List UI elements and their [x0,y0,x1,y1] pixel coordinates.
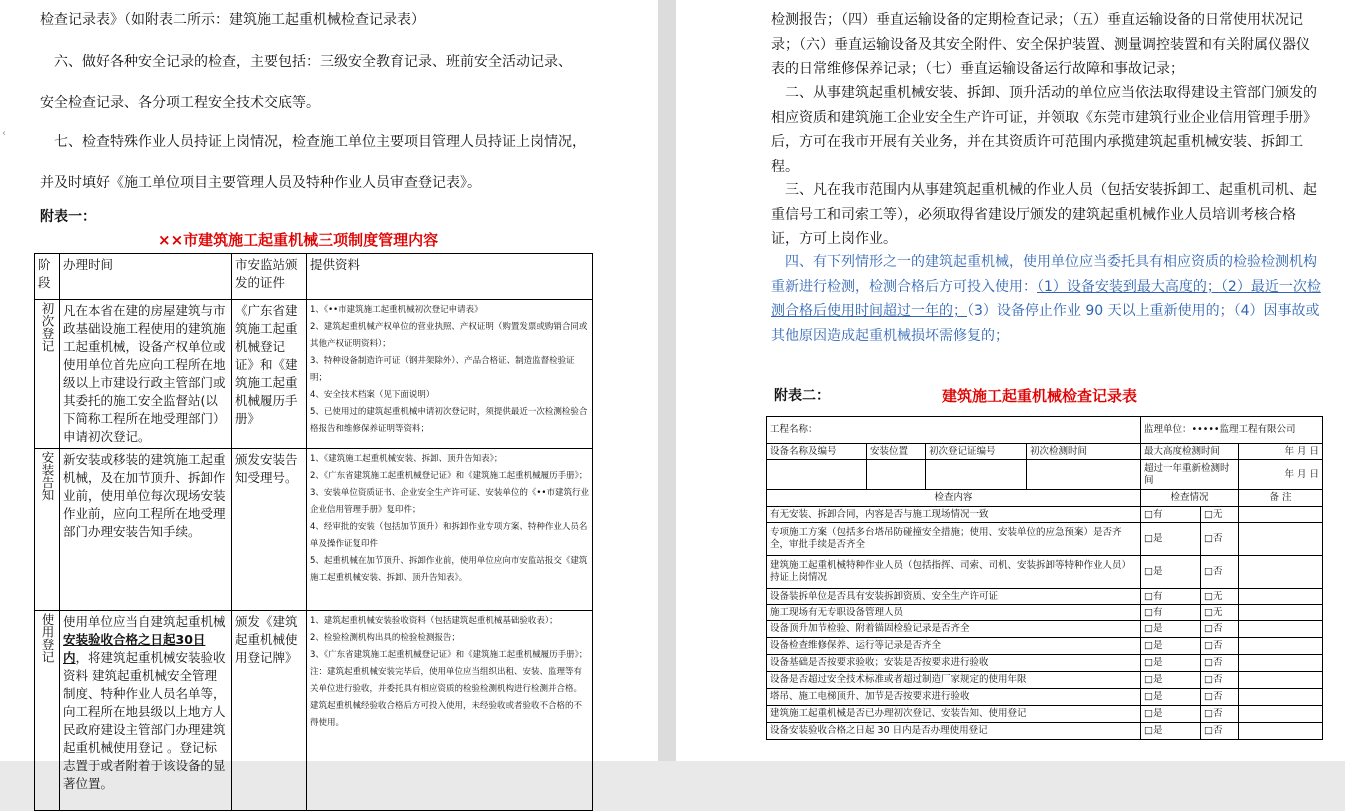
inspection-row [767,689,1323,706]
check-option[interactable]: □有 [1141,589,1201,605]
text-line: 六、做好各种安全记录的检查，主要包括：三级安全教育记录、班前安全活动记录、 [54,54,572,70]
inspection-row [767,621,1323,638]
doc-item: 5、已使用过的建筑起重机械申请初次登记时，须提供最近一次检测检验合格报告和维修保养证明等资料； [310,407,588,434]
check-option[interactable]: □是 [1141,523,1201,556]
check-option[interactable]: □否 [1201,523,1239,556]
inspection-row [767,589,1323,605]
remark-cell [1239,672,1323,689]
inspection-item: 建筑施工起重机械是否已办理初次登记、安装告知、使用登记 [767,706,1141,723]
doc-item: 2、检验检测机构出具的检验检测报告； [310,633,460,643]
appendix-label: 附表二： [774,388,830,404]
inspection-row [767,672,1323,689]
header-recheck: 超过一年重新检测时间 [1141,460,1239,490]
cert-cell: 《广东省建筑施工起重机械登记证》和《建筑施工起重机械履历手册》 [232,300,307,449]
check-option[interactable]: □是 [1141,621,1201,638]
doc-item: 4、安全技术档案（见下面说明） [310,390,435,400]
inspection-item: 塔吊、施工电梯顶升、加节是否按要求进行验收 [767,689,1141,706]
remark-cell [1239,655,1323,672]
remark-cell [1239,706,1323,723]
management-table [34,253,593,811]
header-regno: 初次登记证编号 [926,444,1027,460]
paragraph: 二、从事建筑起重机械安装、拆卸、顶升活动的单位应当依法取得建设主管部门颁发的相应资质和建筑施工企业安全生产许可证，并领取《东莞市建筑行业企业信用管理手册》后，方可在我市开展有关业务，并在其资质许可范围内承揽建筑起重机械安装、拆卸工程。 [771,85,1317,175]
doc-item: 3、特种设备制造许可证（钢井架除外）、产品合格证、制造监督检验证明； [310,356,575,383]
underlined-text: （1）设备安装到最大高度的；（2）最近一次检测合格后使用时间超过一年的； [771,278,1321,319]
inspection-row [767,706,1323,723]
project-name-cell: 工程名称： [767,417,1141,444]
inspection-row [767,556,1323,589]
doc-item: 1、《建筑施工起重机械安装、拆卸、顶升告知表》； [310,454,503,464]
time-cell: 凡在本省在建的房屋建筑与市政基础设施工程使用的建筑施工起重机械，设备产权单位或使用单位首先应向工程所在地级以上市建设行政主管部门或其委托的施工安全监督站(以下简称工程所在地受理部门）申请初次登记。 [60,300,232,449]
margin-mark: ‹ [2,128,6,139]
inspection-item: 设备安装验收合格之日起 30 日内是否办理使用登记 [767,723,1141,740]
header-content: 检查内容 [767,490,1141,507]
document-page-right [676,0,1345,761]
check-option[interactable]: □是 [1141,655,1201,672]
doc-item: 4、经审批的安装（包括加节顶升）和拆卸作业专项方案、特种作业人员名单及操作证复印件 [310,522,588,549]
paragraph: 三、凡在我市范围内从事建筑起重机械的作业人员（包括安装拆卸工、起重机司机、起重信号工和司索工等），必须取得省建设厅颁发的建筑起重机械作业人员培训考核合格证，方可上岗作业。 [771,182,1317,247]
check-option[interactable]: □否 [1201,655,1239,672]
doc-item: 注：建筑起重机械安装完毕后，使用单位应当组织出租、安装、监理等有关单位进行验收，并委托具有相应资质的检验检测机构进行检测并合格。建筑起重机械经验收合格后方可投入使用，未经验收或者验收不合格的不得使用。 [310,667,583,728]
remark-cell [1239,723,1323,740]
remark-cell [1239,507,1323,523]
inspection-row [767,723,1323,740]
doc-item: 3、安装单位资质证书、企业安全生产许可证、安装单位的《••市建筑行业企业信用管理手册》复印件； [310,488,589,515]
supervisor-cell: 监理单位：•••••监理工程有限公司 [1141,417,1323,444]
check-option[interactable]: □否 [1201,672,1239,689]
check-option[interactable]: □有 [1141,605,1201,621]
inspection-row [767,605,1323,621]
document-page-left [0,0,658,791]
header-device: 设备名称及编号 [767,444,867,460]
inspection-item: 施工现场有无专职设备管理人员 [767,605,1141,621]
header-remark: 备 注 [1239,490,1323,507]
emphasis: 安装验收合格之日起30日内 [63,632,206,665]
inspection-item: 设备装拆单位是否具有安装拆卸资质、安全生产许可证 [767,589,1141,605]
inspection-table [766,416,1323,740]
docs-cell [307,300,593,449]
inspection-item: 专项施工方案（包括多台塔吊防碰撞安全措施；使用、安装单位的应急预案）是否齐全，审批手续是否齐全 [767,523,1141,556]
inspection-item: 设备是否超过安全技术标准或者超过制造厂家规定的使用年限 [767,672,1141,689]
inspection-row [767,655,1323,672]
check-option[interactable]: □否 [1201,638,1239,655]
remark-cell [1239,621,1323,638]
check-option[interactable]: □无 [1201,507,1239,523]
check-option[interactable]: □否 [1201,689,1239,706]
doc-item: 5、起重机械在加节顶升、拆卸作业前，使用单位应向市安监站报交《建筑施工起重机械安装、拆卸、顶升告知表》。 [310,556,588,583]
stage-cell: 安装告知 [35,449,60,611]
check-option[interactable]: □是 [1141,689,1201,706]
time-cell: 使用单位应当自建筑起重机械安装验收合格之日起30日内，将建筑起重机械安装验收资料 建筑起重机械安全管理制度、特种作业人员名单等，向工程所在地县级以上地方人民政府建设主管部门办理建筑起重机械使用登记 。登记标志置于或者附着于该设备的显著位置。 [60,611,232,811]
doc-item: 1、《••市建筑施工起重机械初次登记申请表》 [310,305,483,315]
time-cell: 新安装或移装的建筑施工起重机械，及在加节顶升、拆卸作业前，使用单位每次现场安装作业前，应向工程所在地受理部门办理安装告知手续。 [60,449,232,611]
check-option[interactable]: □是 [1141,638,1201,655]
stage-cell: 使用登记 [35,611,60,811]
remark-cell [1239,638,1323,655]
docs-cell [307,611,593,811]
date-cell: 年 月 日 [1239,460,1323,490]
device-value [767,460,867,490]
check-option[interactable]: □否 [1201,706,1239,723]
text-line: 并及时填好《施工单位项目主要管理人员及特种作业人员审查登记表》。 [40,175,481,191]
inspection-item: 设备检查维修保养、运行等记录是否齐全 [767,638,1141,655]
inspection-row [767,638,1323,655]
inspection-item: 有无安装、拆卸合同，内容是否与施工现场情况一致 [767,507,1141,523]
remark-cell [1239,523,1323,556]
remark-cell [1239,589,1323,605]
check-option[interactable]: □是 [1141,706,1201,723]
location-value [867,460,926,490]
inspection-row [767,523,1323,556]
header-cert: 市安监站颁发的证件 [232,254,307,300]
regno-value [926,460,1027,490]
header-time: 办理时间 [60,254,232,300]
inspection-item: 设备基础是否按要求验收；安装是否按要求进行验收 [767,655,1141,672]
inspection-item: 建筑施工起重机械特种作业人员（包括指挥、司索、司机、安装拆卸等特种作业人员）持证上岗情况 [767,556,1141,589]
check-option[interactable]: □否 [1201,621,1239,638]
check-option[interactable]: □否 [1201,723,1239,740]
cert-cell: 颁发安装告知受理号。 [232,449,307,611]
text-line: 检查记录表》（如附表二所示：建筑施工起重机械检查记录表） [40,12,425,28]
check-option[interactable]: □有 [1141,507,1201,523]
text-line: 七、检查特殊作业人员持证上岗情况，检查施工单位主要项目管理人员持证上岗情况， [54,134,586,150]
doc-item: 2、《广东省建筑施工起重机械登记证》和《建筑施工起重机械履历手册》； [310,471,588,481]
cert-cell: 颁发《建筑起重机械使用登记牌》 [232,611,307,811]
paragraph: 检测报告；（四）垂直运输设备的定期检查记录；（五）垂直运输设备的日常使用状况记录；（六）垂直运输设备及其安全附件、安全保护装置、测量调控装置和有关附属仪器仪表的日常维修保养记录；（七）垂直运输设备运行故障和事故记录； [771,12,1310,77]
doc-item: 3、《广东省建筑施工起重机械登记证》和《建筑施工起重机械履历手册》； [310,650,588,660]
table-title: ××市建筑施工起重机械三项制度管理内容 [158,231,439,249]
remark-cell [1239,556,1323,589]
check-option[interactable]: □是 [1141,723,1201,740]
first-check-value [1027,460,1141,490]
check-option[interactable]: □否 [1201,556,1239,589]
inspection-item: 设备顶升加节检验、附着锚固检验记录是否齐全 [767,621,1141,638]
page-gap [658,0,676,761]
doc-item: 1、建筑起重机械安装验收资料（包括建筑起重机械基础验收表）； [310,616,558,626]
header-stage: 阶段 [35,254,60,300]
header-docs: 提供资料 [307,254,593,300]
header-status: 检查情况 [1141,490,1239,507]
paragraph: 四、有下列情形之一的建筑起重机械，使用单位应当委托具有相应资质的检验检测机构重新进行检测，检测合格后方可投入使用：（1）设备安装到最大高度的；（2）最近一次检测合格后使用时间超过一年的；（3）设备停止作业 90 天以上重新使用的；（4）因事故或其他原因造成起重机械损坏需修复的； [771,254,1321,344]
header-max-height: 最大高度检测时间 [1141,444,1239,460]
remark-cell [1239,689,1323,706]
inspection-row [767,507,1323,523]
remark-cell [1239,605,1323,621]
text-line: 安全检查记录、各分项工程安全技术交底等。 [40,95,320,111]
check-option[interactable]: □无 [1201,605,1239,621]
date-cell: 年 月 日 [1239,444,1323,460]
table-title: 建筑施工起重机械检查记录表 [942,387,1138,405]
header-location: 安装位置 [867,444,926,460]
header-first-check: 初次检测时间 [1027,444,1141,460]
doc-item: 2、建筑起重机械产权单位的营业执照、产权证明（购置发票或购销合同或其他产权证明资料）； [310,322,588,349]
appendix-label: 附表一： [40,209,96,225]
check-option[interactable]: □是 [1141,672,1201,689]
docs-cell [307,449,593,611]
check-option[interactable]: □是 [1141,556,1201,589]
stage-cell: 初次登记 [35,300,60,449]
check-option[interactable]: □无 [1201,589,1239,605]
